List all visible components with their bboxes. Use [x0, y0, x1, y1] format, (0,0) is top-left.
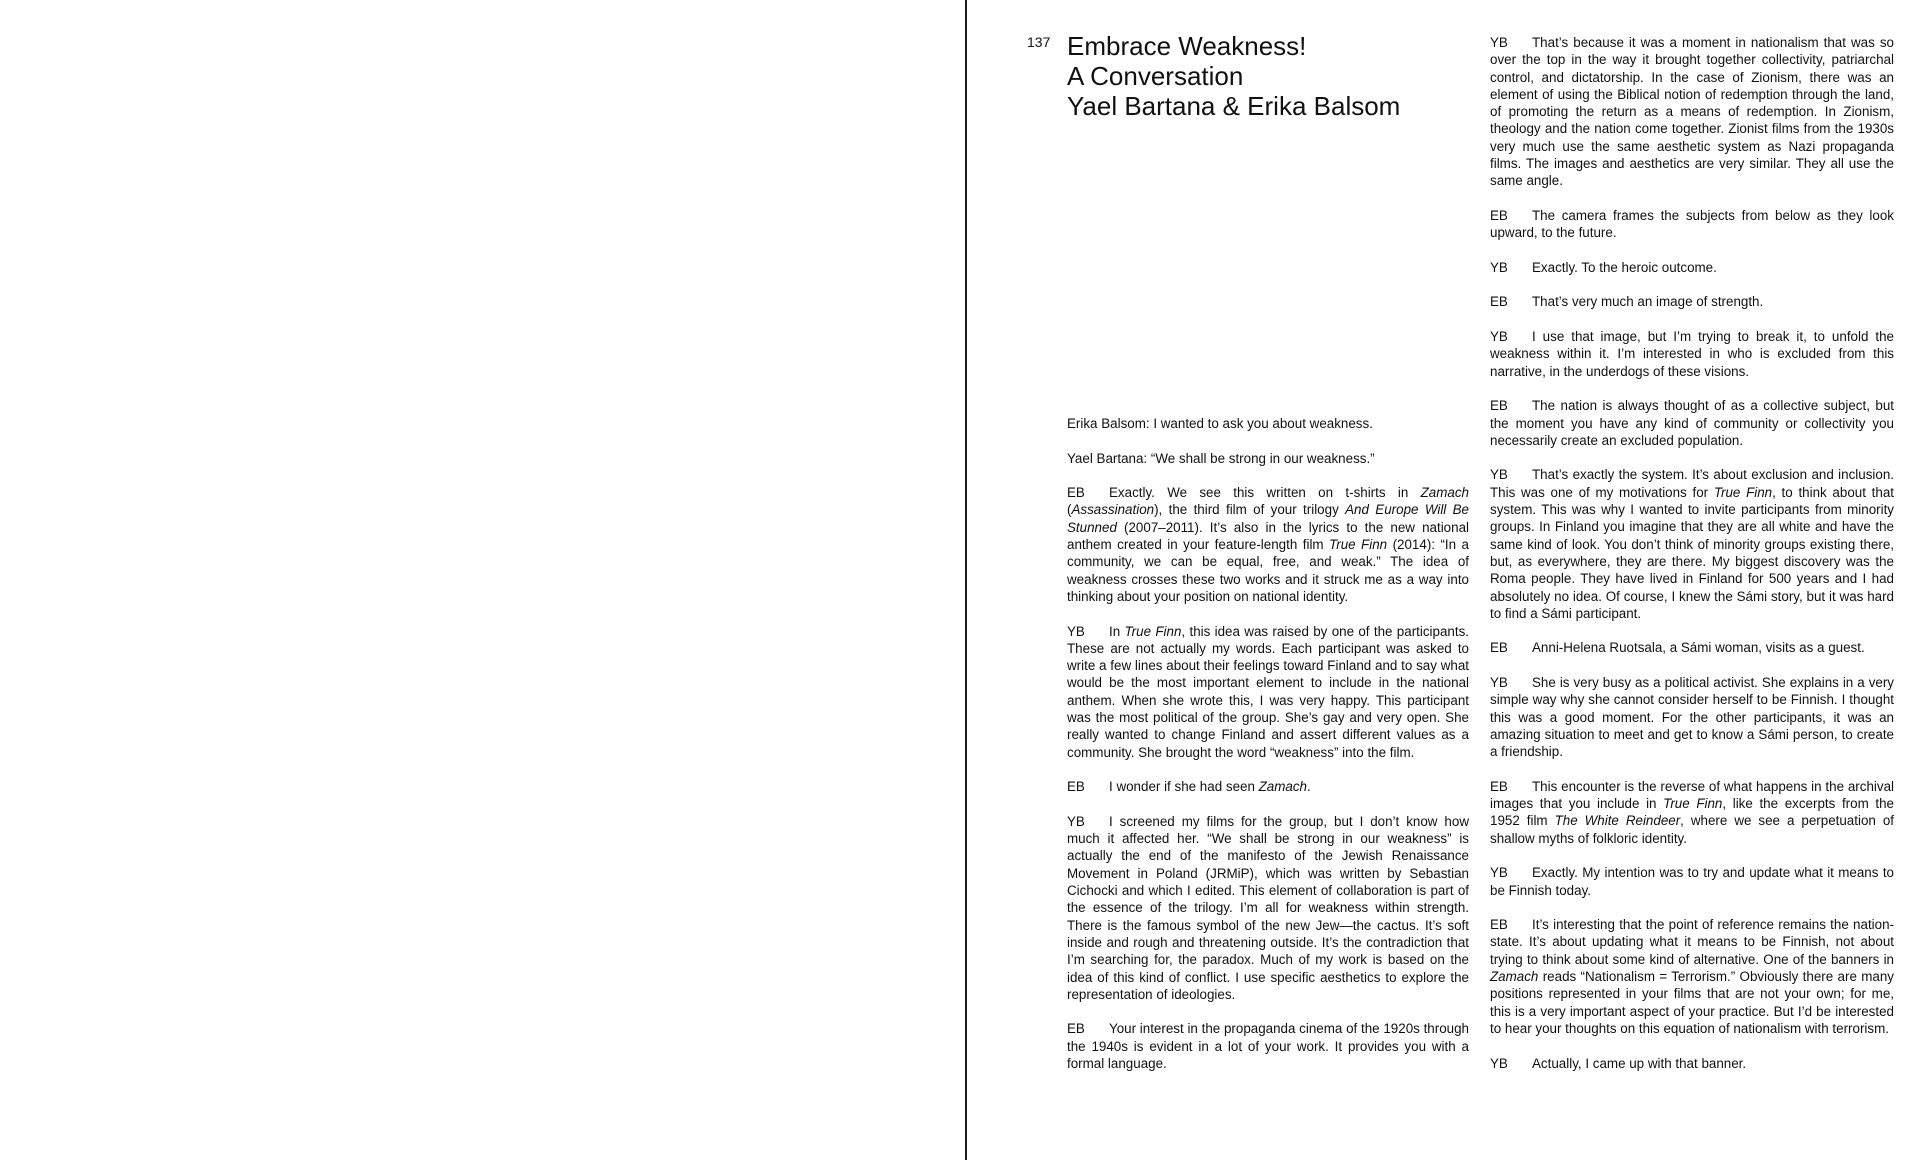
text-column-right	[1490, 34, 1894, 1089]
speaker-label: YB	[1490, 865, 1508, 881]
article-title	[1067, 31, 1467, 121]
paragraph: EB This encounter is the reverse of what happens in the archival images that you include in True Finn, like the excerpts from the 1952 film The White Reindeer, where we see a perpetuation of shallow myths of folkloric identity.	[1490, 778, 1894, 846]
intro-question: Erika Balsom: I wanted to ask you about weakness.	[1067, 416, 1373, 431]
paragraph: YB Actually, I came up with that banner.	[1490, 1055, 1747, 1071]
paragraph: YB Exactly. To the heroic outcome.	[1490, 259, 1717, 275]
paragraph: EB The nation is always thought of as a collective subject, but the moment you have any kind of community or collectivity you necessarily create an excluded population.	[1490, 398, 1894, 448]
speaker-label: YB	[1490, 674, 1508, 690]
paragraph: EB The camera frames the subjects from below as they look upward, to the future.	[1490, 207, 1894, 241]
intro-answer: Yael Bartana: “We shall be strong in our weakness.”	[1067, 450, 1375, 466]
title-line-1: Embrace Weakness!	[1067, 31, 1307, 61]
paragraph: YB I screened my films for the group, but I don’t know how much it affected her. “We shall be strong in our weakness” is actually the end of the manifesto of the Jewish Renaissance Movement in Poland (JRMiP), which was written by Sebastian Cichocki and which I edited. This element of collaboration is part of the essence of the trilogy. I’m all for weakness within strength. There is the famous symbol of the new Jew—the cactus. It’s soft inside and rough and threatening outside. It’s the contradiction that I’m searching for, the paradox. Much of my work is based on the idea of this kind of conflict. I use specific aesthetics to explore the representation of ideologies.	[1067, 813, 1469, 1002]
speaker-label: YB	[1490, 1055, 1508, 1071]
paragraph: YB In True Finn, this idea was raised by one of the participants. These are not actually my words. Each participant was asked to write a few lines about their feelings toward Finland and to say what would be the most important element to include in the national anthem. When she wrote this, I was very happy. This participant was the most political of the group. She’s gay and very open. She really wanted to change Finland and assert different values as a community. She brought the word “weakness” into the film.	[1067, 623, 1469, 760]
speaker-label: YB	[1490, 259, 1508, 275]
speaker-label: YB	[1490, 329, 1508, 345]
speaker-label: EB	[1490, 917, 1508, 933]
paragraph: EB It’s interesting that the point of reference remains the nation-state. It’s about updating what it means to be Finnish, not about trying to think about some kind of alternative. One of the banners in Zamach reads “Nationalism = Terrorism.” Obviously there are many positions represented in your films that are not your own; for me, this is a very important aspect of your practice. But I’d be interested to hear your thoughts on this equation of nationalism with terrorism.	[1490, 917, 1894, 1036]
speaker-label: YB	[1490, 35, 1508, 50]
speaker-label: EB	[1490, 207, 1508, 223]
speaker-label: EB	[1490, 398, 1508, 414]
paragraph: EB That’s very much an image of strength.	[1490, 294, 1764, 310]
text-column-left	[1067, 415, 1469, 1090]
paragraph: EB Anni-Helena Ruotsala, a Sámi woman, visits as a guest.	[1490, 640, 1865, 656]
paragraph: YB Exactly. My intention was to try and update what it means to be Finnish today.	[1490, 865, 1894, 898]
paragraph: YB That’s exactly the system. It’s about exclusion and inclusion. This was one of my motivations for True Finn, to think about that system. This was why I wanted to invite participants from minority groups. In Finland you imagine that they are all white and have the same kind of look. You don’t think of minority groups existing there, but, as everywhere, they are there. My biggest discovery was the Roma people. They have lived in Finland for 500 years and I had absolutely no idea. Of course, I knew the Sámi story, but it was hard to find a Sámi participant.	[1490, 467, 1894, 621]
speaker-label: YB	[1490, 467, 1508, 483]
paragraph: YB That’s because it was a moment in nationalism that was so over the top in the way it brought together collectivity, patriarchal control, and dictatorship. In the case of Zionism, there was an element of using the Biblical notion of redemption through the land, of promoting the return as a means of redemption. In Zionism, theology and the nation come together. Zionist films from the 1930s very much use the same aesthetic system as Nazi propaganda films. The images and aesthetics are very similar. They all use the same angle.	[1490, 35, 1894, 189]
paragraph: YB She is very busy as a political activist. She explains in a very simple way why she cannot consider herself to be Finnish. I thought this was a good moment. For the other participants, it was an amazing situation to meet and get to know a Sámi person, to create a friendship.	[1490, 674, 1894, 760]
paragraph: EB Your interest in the propaganda cinema of the 1920s through the 1940s is evident in a lot of your work. It provides you with a formal language.	[1067, 1021, 1469, 1071]
paragraph: EB I wonder if she had seen Zamach.	[1067, 779, 1311, 795]
paragraph: YB I use that image, but I’m trying to break it, to unfold the weakness within it. I’m interested in who is excluded from this narrative, in the underdogs of these visions.	[1490, 329, 1894, 379]
speaker-label: EB	[1067, 1021, 1085, 1037]
paragraph: EB Exactly. We see this written on t-shirts in Zamach (Assassination), the third film of your trilogy And Europe Will Be Stunned (2007–2011). It’s also in the lyrics to the new national anthem created in your feature-length film True Finn (2014): “In a community, we can be equal, free, and weak.” The idea of weakness crosses these two works and it struck me as a way into thinking about your position on national identity.	[1067, 485, 1470, 604]
page-gutter	[965, 0, 967, 1160]
speaker-label: EB	[1490, 778, 1508, 794]
speaker-label: YB	[1067, 623, 1085, 639]
title-line-2: A Conversation	[1067, 61, 1244, 91]
title-line-3: Yael Bartana & Erika Balsom	[1067, 91, 1401, 121]
speaker-label: EB	[1490, 294, 1508, 310]
speaker-label: EB	[1067, 485, 1085, 501]
speaker-label: EB	[1490, 640, 1508, 656]
speaker-label: YB	[1067, 813, 1085, 829]
speaker-label: EB	[1067, 779, 1085, 795]
page-number: 137	[1027, 34, 1051, 50]
